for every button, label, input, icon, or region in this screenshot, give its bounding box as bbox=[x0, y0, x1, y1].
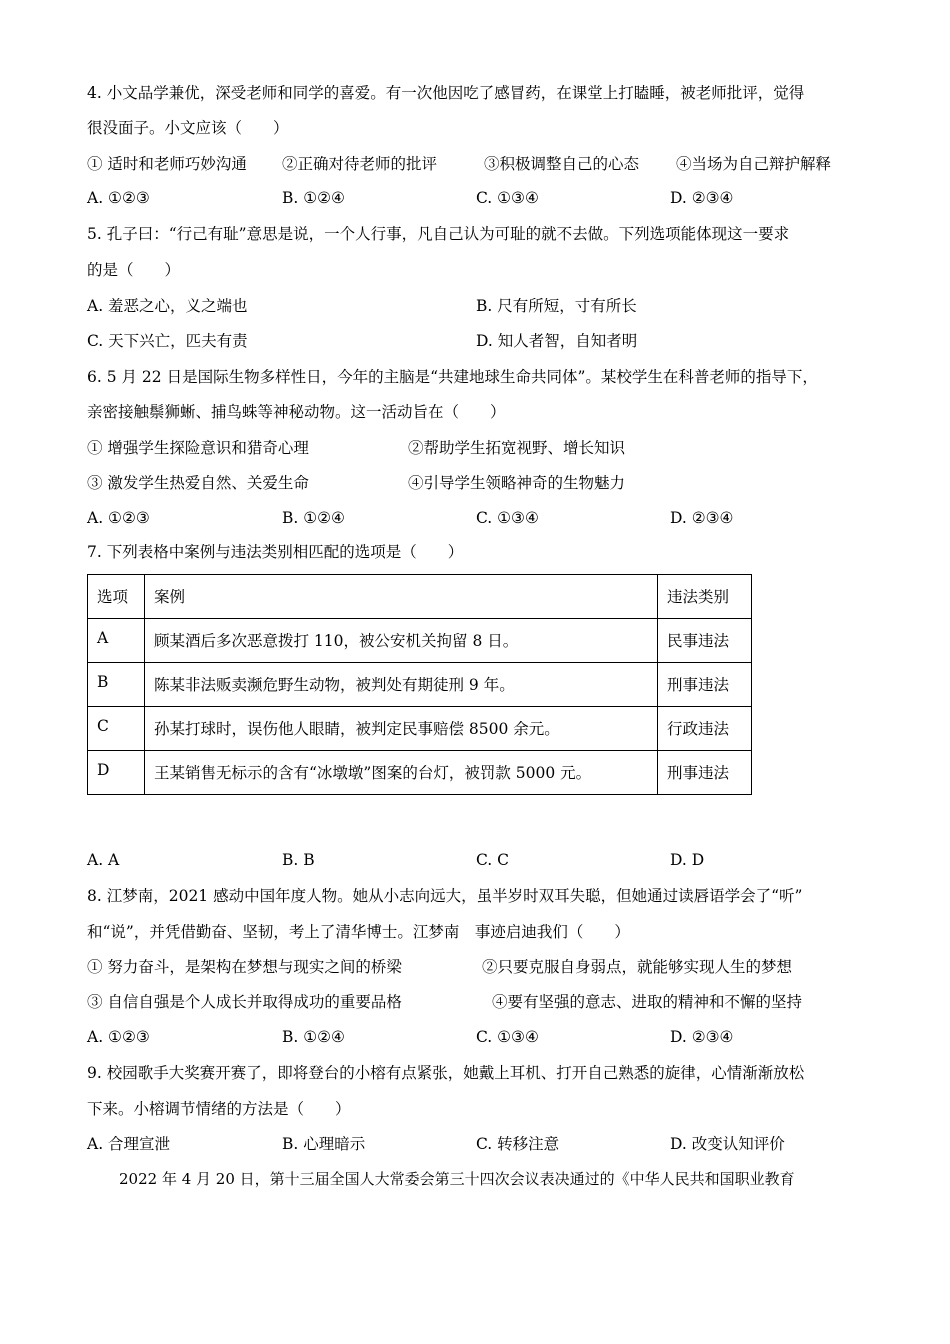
q9-stem-line2: 下来。小榕调节情绪的方法是（ ） bbox=[87, 1100, 351, 1118]
q6-option-b: B. ①②④ bbox=[282, 509, 345, 527]
table-cell: 刑事违法 bbox=[658, 663, 752, 707]
q8-statement-3: ③ 自信自强是个人成长并取得成功的重要品格 bbox=[87, 993, 402, 1011]
passage-intro-line: 2022 年 4 月 20 日，第十三届全国人大常委会第三十四次会议表决通过的《中华人民共和国职业教育 bbox=[119, 1170, 795, 1188]
table-cell: D bbox=[88, 751, 145, 795]
q8-stem-line2: 和“说”，并凭借勤奋、坚韧，考上了清华博士。江梦南 事迹启迪我们（ ） bbox=[87, 923, 630, 941]
q4-statement-1: ① 适时和老师巧妙沟通 bbox=[87, 155, 247, 173]
table-cell: 王某销售无标示的含有“冰墩墩”图案的台灯，被罚款 5000 元。 bbox=[145, 751, 658, 795]
q5-option-a: A. 羞恶之心，义之端也 bbox=[87, 297, 248, 315]
table-cell: 刑事违法 bbox=[658, 751, 752, 795]
q4-statement-3: ③积极调整自己的心态 bbox=[484, 155, 640, 173]
q9-stem-line1: 9. 校园歌手大奖赛开赛了，即将登台的小榕有点紧张，她戴上耳机、打开自己熟悉的旋律，心情渐渐放松 bbox=[87, 1064, 805, 1082]
q7-option-c: C. C bbox=[476, 851, 510, 869]
q5-stem-line1: 5. 孔子曰：“行己有耻”意思是说，一个人行事，凡自己认为可耻的就不去做。下列选项能体现这一要求 bbox=[87, 225, 790, 243]
table-row bbox=[88, 751, 752, 795]
q6-stem-line2: 亲密接触鬃狮蜥、捕鸟蛛等神秘动物。这一活动旨在（ ） bbox=[87, 403, 506, 421]
q9-option-d: D. 改变认知评价 bbox=[670, 1135, 785, 1153]
table-cell: 孙某打球时，误伤他人眼睛，被判定民事赔偿 8500 余元。 bbox=[145, 707, 658, 751]
q8-option-a: A. ①②③ bbox=[87, 1028, 150, 1046]
q6-option-d: D. ②③④ bbox=[670, 509, 734, 527]
table-header-cell: 违法类别 bbox=[658, 575, 752, 619]
q7-table bbox=[87, 574, 752, 795]
q6-statement-2: ②帮助学生拓宽视野、增长知识 bbox=[408, 439, 626, 457]
table-cell: 陈某非法贩卖濒危野生动物，被判处有期徒刑 9 年。 bbox=[145, 663, 658, 707]
q7-option-d: D. D bbox=[670, 851, 705, 869]
q4-option-a: A. ①②③ bbox=[87, 189, 150, 207]
q9-option-b: B. 心理暗示 bbox=[282, 1135, 366, 1153]
q4-option-b: B. ①②④ bbox=[282, 189, 345, 207]
q6-option-a: A. ①②③ bbox=[87, 509, 150, 527]
q9-option-c: C. 转移注意 bbox=[476, 1135, 560, 1153]
table-cell: 顾某酒后多次恶意拨打 110，被公安机关拘留 8 日。 bbox=[145, 619, 658, 663]
q4-statement-2: ②正确对待老师的批评 bbox=[282, 155, 438, 173]
table-row bbox=[88, 663, 752, 707]
q8-option-d: D. ②③④ bbox=[670, 1028, 734, 1046]
q4-option-c: C. ①③④ bbox=[476, 189, 539, 207]
table-cell: 民事违法 bbox=[658, 619, 752, 663]
q4-stem-line1: 4. 小文品学兼优，深受老师和同学的喜爱。有一次他因吃了感冒药，在课堂上打瞌睡，被老师批评，觉得 bbox=[87, 84, 805, 102]
q8-option-c: C. ①③④ bbox=[476, 1028, 539, 1046]
q6-statement-4: ④引导学生领略神奇的生物魅力 bbox=[408, 474, 626, 492]
table-row bbox=[88, 619, 752, 663]
q5-option-d: D. 知人者智，自知者明 bbox=[476, 332, 638, 350]
table-row bbox=[88, 707, 752, 751]
q4-statement-4: ④当场为自己辩护解释 bbox=[676, 155, 832, 173]
q7-option-a: A. A bbox=[87, 851, 120, 869]
q8-statement-4: ④要有坚强的意志、进取的精神和不懈的坚持 bbox=[492, 993, 803, 1011]
table-cell: B bbox=[88, 663, 145, 707]
q6-option-c: C. ①③④ bbox=[476, 509, 539, 527]
q4-option-d: D. ②③④ bbox=[670, 189, 734, 207]
q7-stem-line1: 7. 下列表格中案例与违法类别相匹配的选项是（ ） bbox=[87, 543, 464, 561]
q7-option-b: B. B bbox=[282, 851, 315, 869]
q5-option-c: C. 天下兴亡，匹夫有责 bbox=[87, 332, 248, 350]
table-header-cell: 案例 bbox=[145, 575, 658, 619]
q6-stem-line1: 6. 5 月 22 日是国际生物多样性日，今年的主脑是“共建地球生命共同体”。某校学生在科普老师的指导下， bbox=[87, 368, 818, 386]
q8-option-b: B. ①②④ bbox=[282, 1028, 345, 1046]
table-cell: A bbox=[88, 619, 145, 663]
q5-stem-line2: 的是（ ） bbox=[87, 261, 181, 279]
q6-statement-3: ③ 激发学生热爱自然、关爱生命 bbox=[87, 474, 309, 492]
table-cell: C bbox=[88, 707, 145, 751]
q9-option-a: A. 合理宣泄 bbox=[87, 1135, 171, 1153]
q8-statement-1: ① 努力奋斗，是架构在梦想与现实之间的桥梁 bbox=[87, 958, 402, 976]
q5-option-b: B. 尺有所短，寸有所长 bbox=[476, 297, 637, 315]
q4-stem-line2: 很没面子。小文应该（ ） bbox=[87, 119, 289, 137]
q8-stem-line1: 8. 江梦南，2021 感动中国年度人物。她从小志向远大，虽半岁时双耳失聪，但她通过读唇语学会了“听” bbox=[87, 887, 803, 905]
q6-statement-1: ① 增强学生探险意识和猎奇心理 bbox=[87, 439, 309, 457]
table-cell: 行政违法 bbox=[658, 707, 752, 751]
table-header-cell: 选项 bbox=[88, 575, 145, 619]
table-header-row bbox=[88, 575, 752, 619]
q8-statement-2: ②只要克服自身弱点，就能够实现人生的梦想 bbox=[482, 958, 793, 976]
